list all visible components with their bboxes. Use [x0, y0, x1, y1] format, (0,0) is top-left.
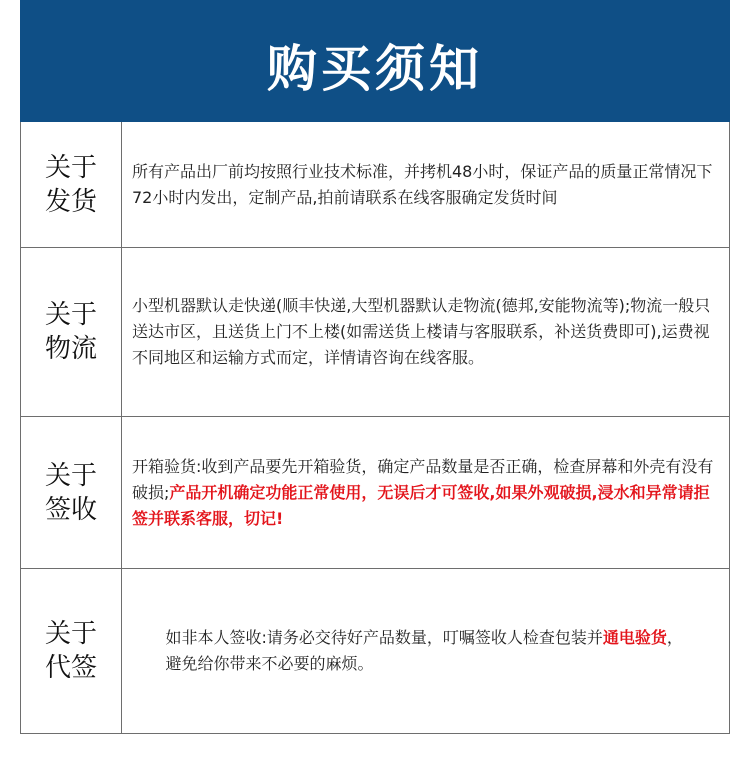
section-text	[166, 625, 686, 677]
section-proxy-receipt	[21, 569, 729, 734]
section-text-normal: 开箱验货:收到产品要先开箱验货，确定产品数量是否正确，检查屏幕和外壳有没有破损;	[132, 456, 714, 502]
section-label-line1: 关于	[44, 300, 97, 330]
section-text-warning: 产品开机确定功能正常使用，无误后才可签收,如果外观破损,浸水和异常请拒签并联系客服，切记!	[132, 482, 710, 528]
section-receipt	[21, 417, 729, 569]
section-text-warning: 通电验货	[602, 628, 667, 647]
section-label-line1: 关于	[44, 460, 97, 491]
page-header	[20, 0, 730, 122]
section-label-line2: 物流	[44, 334, 97, 364]
section-label-line2: 签收	[44, 494, 97, 525]
section-text	[132, 454, 722, 532]
section-text-normal: 如非本人签收:请务必交待好产品数量，叮嘱签收人检查包装并	[165, 628, 603, 647]
section-label	[21, 248, 122, 416]
section-text: 小型机器默认走快递(顺丰快递,大型机器默认走物流(德邦,安能物流等);物流一般只送达市区，且送货上门不上楼(如需送货上楼请与客服联系，补送货费即可),运费视不同地区和运输方式而定，详情请咨询在线客服。	[132, 296, 711, 367]
section-label	[21, 122, 122, 247]
section-label-line1: 关于	[44, 619, 97, 649]
section-text: 所有产品出厂前均按照行业技术标准，并拷机48小时，保证产品的质量正常情况下72小时内发出，定制产品,拍前请联系在线客服确定发货时间	[132, 161, 713, 207]
section-content	[122, 248, 732, 416]
notice-table	[20, 122, 730, 734]
section-label-line1: 关于	[44, 152, 97, 183]
section-label	[21, 417, 122, 568]
section-content	[122, 417, 732, 568]
section-content	[122, 569, 729, 733]
section-label	[21, 569, 122, 733]
section-text-after: ，避免给你带来不必要的麻烦。	[165, 628, 683, 673]
section-label-line2: 代签	[44, 653, 97, 683]
section-content	[122, 122, 732, 247]
section-shipping	[21, 122, 729, 248]
page-title: 购买须知	[267, 40, 483, 98]
section-label-line2: 发货	[44, 186, 97, 217]
section-logistics	[21, 248, 729, 417]
